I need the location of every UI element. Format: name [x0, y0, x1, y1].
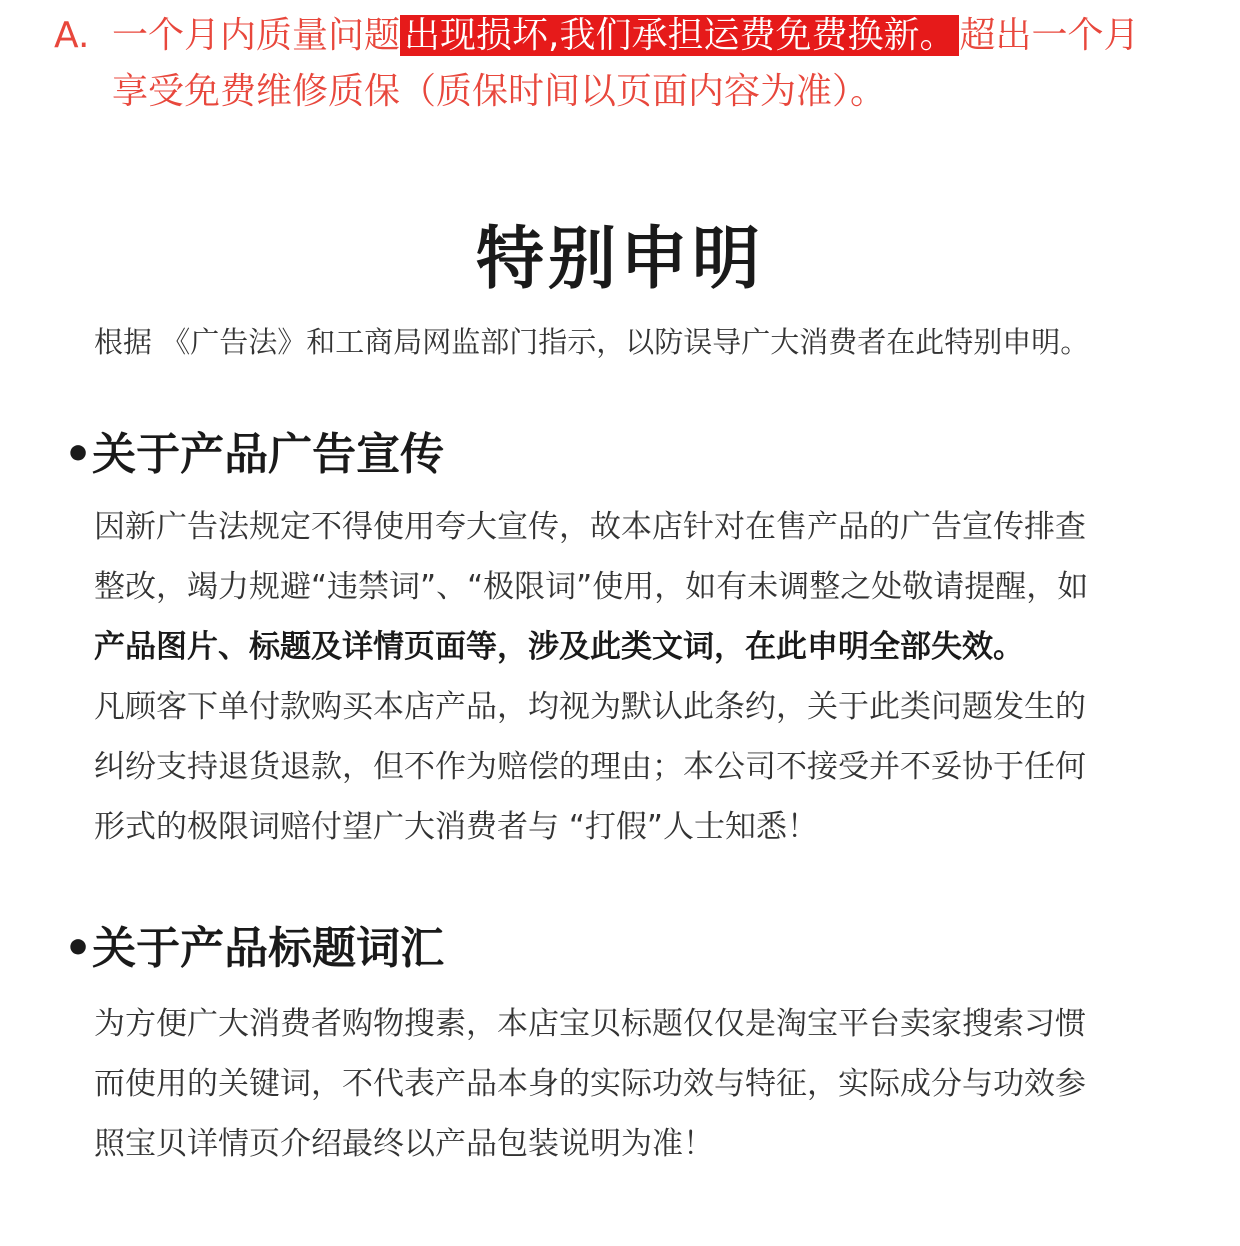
- paragraph-line: 为方便广大消费者购物搜素，本店宝贝标题仅仅是淘宝平台卖家搜索习惯: [94, 1006, 1086, 1042]
- paragraph-line: 纠纷支持退货退款，但不作为赔偿的理由；本公司不接受并不妥协于任何: [94, 749, 1086, 785]
- bullet-icon: •: [64, 923, 93, 974]
- intro-statement: 根据 《广告法》和工商局网监部门指示，以防误导广大消费者在此特别申明。: [94, 325, 1090, 359]
- paragraph-line: 照宝贝详情页介绍最终以产品包装说明为准！: [94, 1126, 714, 1162]
- paragraph-line: 形式的极限词赔付望广大消费者与 “打假”人士知悉！: [94, 809, 818, 845]
- notice-text-after: 超出一个月: [959, 15, 1140, 56]
- notice-highlight: 出现损坏,我们承担运费免费换新。: [400, 15, 959, 56]
- page-title: 特别申明: [475, 220, 764, 299]
- section-heading-advertising: [64, 418, 444, 482]
- paragraph-line: 而使用的关键词，不代表产品本身的实际功效与特征，实际成分与功效参: [94, 1066, 1086, 1102]
- paragraph-line-emphasis: 产品图片、标题及详情页面等，涉及此类文词，在此申明全部失效。: [94, 629, 1024, 665]
- warranty-notice-line-1: [54, 8, 1194, 64]
- bullet-icon: •: [64, 429, 93, 480]
- warranty-notice: [54, 8, 1194, 120]
- section-heading-text: 关于产品广告宣传: [92, 429, 445, 480]
- notice-text-before: 一个月内质量问题: [112, 15, 401, 56]
- paragraph-line: 凡顾客下单付款购买本店产品，均视为默认此条约，关于此类问题发生的: [94, 689, 1086, 725]
- section-body-title-keywords: [94, 994, 1164, 1174]
- section-body-advertising: [94, 497, 1164, 857]
- warranty-notice-line-2: 享受免费维修质保（质保时间以页面内容为准）。: [112, 71, 887, 112]
- section-heading-text: 关于产品标题词汇: [92, 923, 445, 974]
- paragraph-line: 因新广告法规定不得使用夸大宣传，故本店针对在售产品的广告宣传排查: [94, 509, 1086, 545]
- paragraph-line: 整改，竭力规避“违禁词”、“极限词”使用，如有未调整之处敬请提醒，如: [94, 569, 1089, 605]
- section-heading-title-keywords: [64, 912, 444, 976]
- notice-marker: A.: [54, 15, 90, 56]
